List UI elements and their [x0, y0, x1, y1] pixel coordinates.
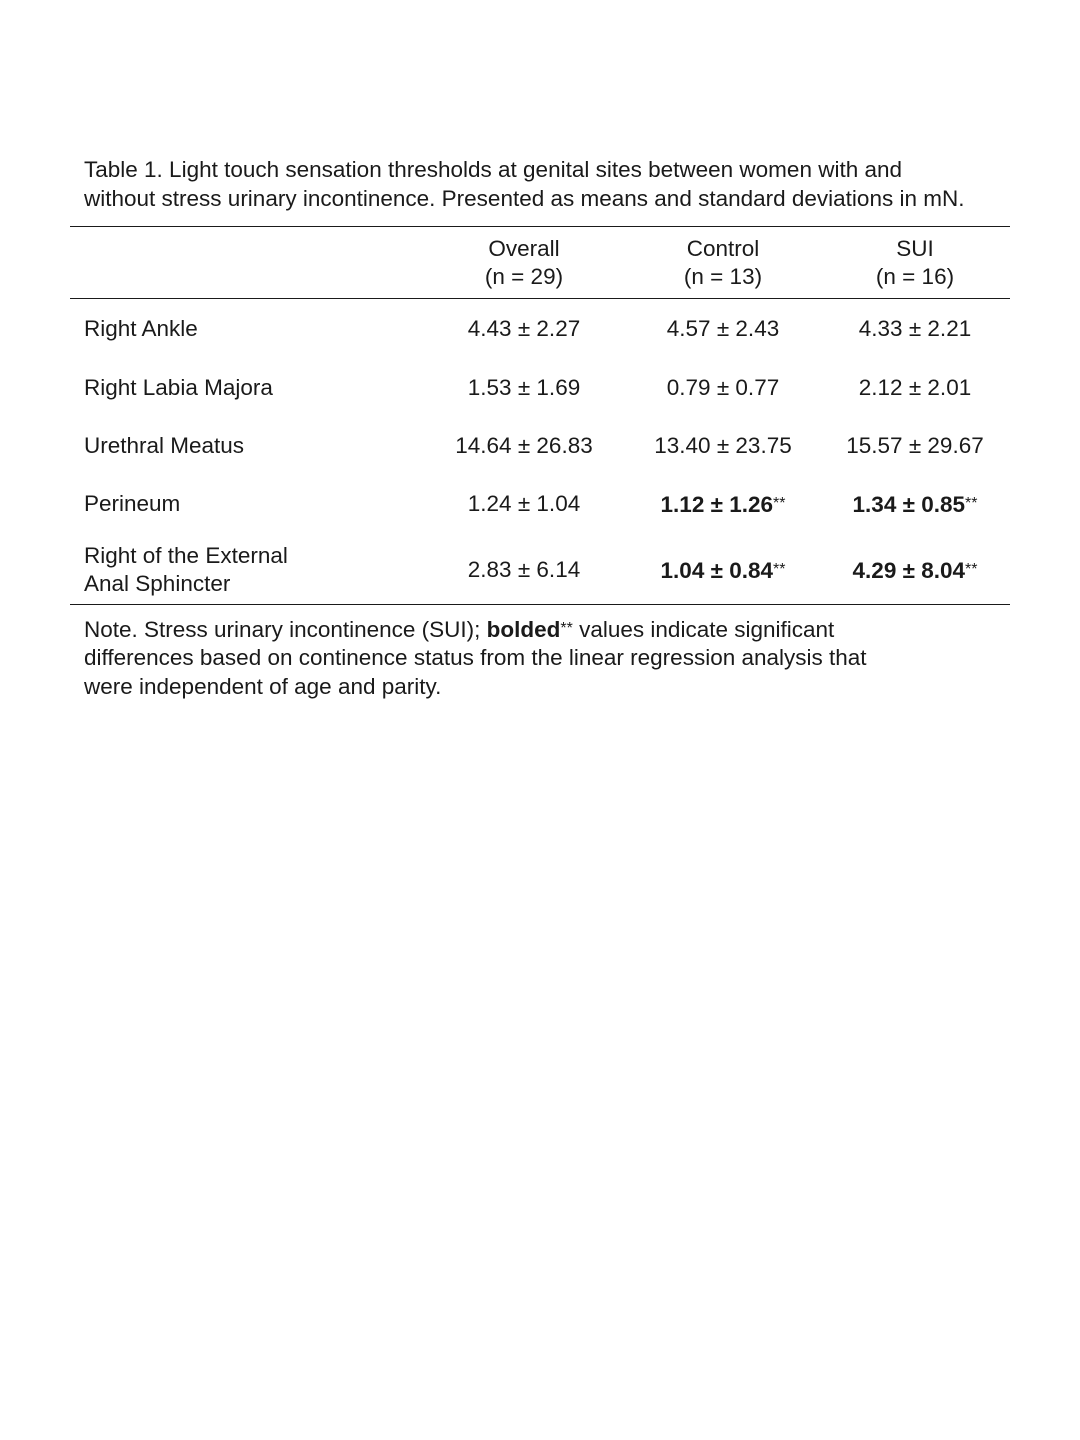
table-cell-significant: 1.12 ± 1.26** — [660, 492, 786, 517]
column-header-sui — [815, 235, 1015, 291]
table-cell-significant: 4.29 ± 8.04** — [852, 558, 978, 583]
table-cell: 1.24 ± 1.04 — [467, 491, 581, 516]
significance-marker: ** — [964, 561, 978, 578]
table-cell-significant: 1.34 ± 0.85** — [852, 492, 978, 517]
row-label-text: Anal Sphincter — [84, 571, 231, 596]
row-label-text: Right Ankle — [84, 316, 198, 341]
row-label-text: Right Labia Majora — [84, 375, 273, 400]
table-cell-significant: 1.04 ± 0.84** — [660, 558, 786, 583]
column-header-name: Overall — [488, 236, 560, 261]
table-header-rule — [70, 298, 1010, 299]
row-label-right-labia-majora — [84, 374, 273, 402]
table-cell: 4.57 ± 2.43 — [666, 316, 780, 341]
caption-line-1: Table 1. Light touch sensation thresholds at genital sites between women with and — [84, 157, 903, 182]
column-header-overall — [424, 235, 624, 291]
column-header-n: (n = 16) — [875, 264, 955, 289]
table-cell: 13.40 ± 23.75 — [654, 433, 792, 458]
row-label-right-ankle — [84, 315, 198, 343]
table-top-rule — [70, 226, 1010, 227]
column-header-control — [623, 235, 823, 291]
row-label-perineum — [84, 490, 180, 518]
row-label-urethral-meatus — [84, 432, 244, 460]
column-header-n: (n = 13) — [683, 264, 763, 289]
row-label-text: Urethral Meatus — [84, 433, 245, 458]
column-header-name: SUI — [896, 236, 934, 261]
table-cell: 2.12 ± 2.01 — [858, 375, 972, 400]
note-line-3: were independent of age and parity. — [84, 674, 442, 699]
column-header-name: Control — [686, 236, 760, 261]
caption-line-2: without stress urinary incontinence. Presented as means and standard deviations in mN. — [84, 186, 965, 211]
table-cell: 4.43 ± 2.27 — [467, 316, 581, 341]
note-bold-word: bolded — [486, 617, 561, 642]
row-label-text: Right of the External — [84, 543, 288, 568]
table-note — [84, 614, 984, 701]
significance-marker: ** — [964, 495, 978, 512]
row-label-text: Perineum — [84, 491, 181, 516]
column-header-n: (n = 29) — [484, 264, 564, 289]
significance-marker: ** — [772, 561, 786, 578]
table-cell: 2.83 ± 6.14 — [467, 557, 581, 582]
table-bottom-rule — [70, 604, 1010, 605]
significance-marker: ** — [772, 495, 786, 512]
table-cell: 4.33 ± 2.21 — [858, 316, 972, 341]
note-line-1: Note. Stress urinary incontinence (SUI); bolded** values indicate significant — [84, 617, 835, 642]
row-label-right-external-anal-sphincter — [84, 542, 288, 598]
table-caption — [84, 155, 1044, 213]
note-line-2: differences based on continence status from the linear regression analysis that — [84, 645, 867, 670]
table-cell: 1.53 ± 1.69 — [467, 375, 581, 400]
table-cell: 0.79 ± 0.77 — [666, 375, 780, 400]
table-cell: 15.57 ± 29.67 — [846, 433, 984, 458]
table-cell: 14.64 ± 26.83 — [455, 433, 593, 458]
